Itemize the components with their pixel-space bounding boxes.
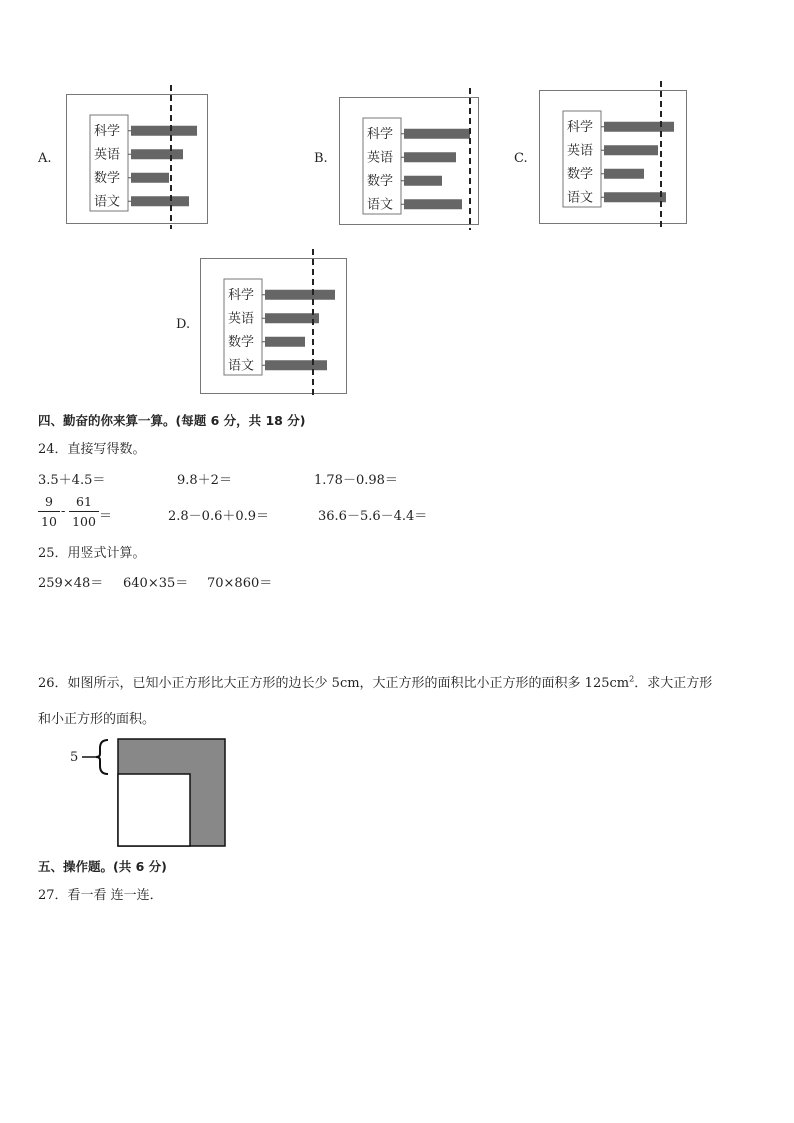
q26-text-line2: 和小正方形的面积。 bbox=[38, 712, 156, 727]
option-c-letter: C. bbox=[514, 151, 528, 166]
option-a-letter: A. bbox=[38, 151, 52, 166]
bar-2 bbox=[404, 176, 442, 186]
subject-label-3: 语文 bbox=[228, 358, 255, 374]
option-a-chart bbox=[66, 94, 208, 224]
q24-item-3: 1.78－0.98＝ bbox=[314, 473, 398, 488]
option-d-letter: D. bbox=[176, 317, 191, 332]
q24-fraction-1 bbox=[38, 494, 60, 529]
bar-3 bbox=[131, 196, 189, 206]
bar-1 bbox=[604, 145, 658, 155]
subject-label-2: 数学 bbox=[228, 334, 255, 350]
subject-label-0: 科学 bbox=[367, 126, 394, 142]
brace-icon bbox=[96, 740, 108, 774]
q25-item-3: 70×860＝ bbox=[207, 576, 273, 591]
option-b-chart-svg bbox=[340, 98, 478, 224]
bar-0 bbox=[131, 126, 197, 136]
fraction-1-numerator: 9 bbox=[45, 494, 53, 509]
q25-item-2: 640×35＝ bbox=[123, 576, 189, 591]
subject-label-1: 英语 bbox=[228, 311, 255, 327]
q24-item-2: 9.8＋2＝ bbox=[177, 473, 232, 488]
q26-text-line1 bbox=[38, 672, 712, 691]
bar-3 bbox=[604, 192, 666, 202]
subject-label-3: 语文 bbox=[94, 194, 121, 210]
bar-1 bbox=[265, 313, 319, 323]
fraction-1-denominator: 10 bbox=[41, 514, 57, 529]
subject-label-3: 语文 bbox=[367, 197, 394, 213]
q26-superscript: 2 bbox=[629, 674, 635, 684]
option-b-chart bbox=[339, 97, 479, 225]
fraction-2-bar bbox=[69, 511, 99, 512]
bar-2 bbox=[265, 337, 305, 347]
option-d-chart-svg bbox=[201, 259, 346, 393]
subject-label-3: 语文 bbox=[567, 190, 594, 206]
q24-item-6: 36.6－5.6－4.4＝ bbox=[318, 509, 428, 524]
figure-label-5: 5 bbox=[70, 750, 79, 765]
subject-label-1: 英语 bbox=[367, 150, 394, 166]
option-b-letter: B. bbox=[314, 151, 328, 166]
bar-0 bbox=[604, 122, 674, 132]
q25-label: 25．用竖式计算。 bbox=[38, 546, 146, 561]
option-c-chart-svg bbox=[540, 91, 686, 223]
q26-text-tail: ．求大正方形 bbox=[634, 676, 713, 691]
subject-label-1: 英语 bbox=[94, 147, 121, 163]
q26-text-main: 26．如图所示，已知小正方形比大正方形的边长少 5cm，大正方形的面积比小正方形的面积多 125cm bbox=[38, 676, 630, 691]
q24-fraction-equals: ＝ bbox=[99, 509, 113, 524]
subject-label-1: 英语 bbox=[567, 143, 594, 159]
fraction-2-numerator: 61 bbox=[76, 494, 92, 509]
option-c-chart bbox=[539, 90, 687, 224]
section5-title: 五、操作题。(共 6 分) bbox=[38, 859, 167, 874]
subject-label-0: 科学 bbox=[567, 119, 594, 135]
bar-3 bbox=[404, 199, 462, 209]
option-d-chart bbox=[200, 258, 347, 394]
subject-label-0: 科学 bbox=[94, 123, 121, 139]
q24-minus-sign: - bbox=[61, 504, 66, 519]
section4-title: 四、勤奋的你来算一算。(每题 6 分，共 18 分) bbox=[38, 413, 306, 428]
bar-2 bbox=[604, 169, 644, 179]
subject-label-2: 数学 bbox=[94, 170, 121, 186]
bar-3 bbox=[265, 360, 327, 370]
small-square bbox=[118, 774, 190, 846]
q24-item-5: 2.8－0.6＋0.9＝ bbox=[168, 509, 270, 524]
subject-label-0: 科学 bbox=[228, 287, 255, 303]
bar-1 bbox=[404, 152, 456, 162]
bar-0 bbox=[265, 290, 335, 300]
q24-label: 24．直接写得数。 bbox=[38, 442, 146, 457]
q26-figure-svg bbox=[60, 735, 230, 850]
fraction-2-denominator: 100 bbox=[72, 514, 96, 529]
q26-figure bbox=[60, 735, 230, 850]
fraction-1-bar bbox=[38, 511, 60, 512]
subject-label-2: 数学 bbox=[367, 173, 394, 189]
option-a-chart-svg bbox=[67, 95, 207, 223]
bar-0 bbox=[404, 129, 470, 139]
bar-2 bbox=[131, 173, 169, 183]
q25-item-1: 259×48＝ bbox=[38, 576, 104, 591]
subject-label-2: 数学 bbox=[567, 166, 594, 182]
q24-item-1: 3.5＋4.5＝ bbox=[38, 473, 106, 488]
bar-1 bbox=[131, 149, 183, 159]
q27-label: 27．看一看 连一连． bbox=[38, 888, 163, 903]
q24-fraction-2 bbox=[69, 494, 99, 529]
